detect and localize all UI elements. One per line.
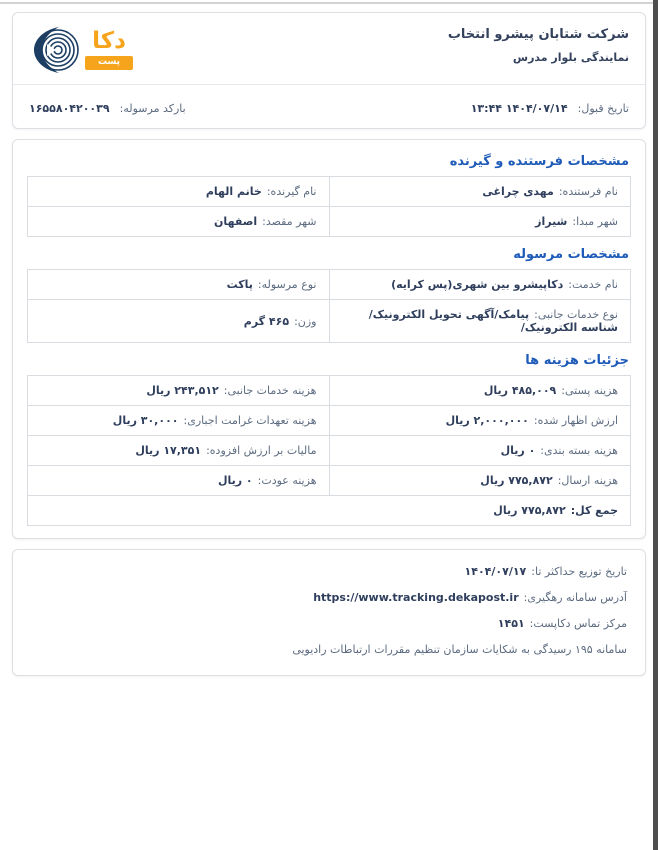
table-row <box>28 270 631 300</box>
company-branch: نمایندگی بلوار مدرس <box>512 51 629 64</box>
sender-receiver-table <box>27 176 631 237</box>
field-parcel-type <box>28 270 330 300</box>
field-value: ۱۴۰۴/۰۷/۱۷ <box>464 565 527 578</box>
footer-card <box>12 549 646 676</box>
field-value: ۲۴۳,۵۱۲ ریال <box>146 384 219 397</box>
field-value: ۰ ریال <box>217 474 253 487</box>
field-value: ۲,۰۰۰,۰۰۰ ریال <box>445 414 529 427</box>
field-label: نام فرستنده: <box>558 185 618 198</box>
field-label: هزینه خدمات جانبی: <box>223 384 317 397</box>
field-label: هزینه عودت: <box>257 474 317 487</box>
field-label: مالیات بر ارزش افزوده: <box>206 444 317 457</box>
parcel-barcode <box>29 97 186 116</box>
field-label: هزینه ارسال: <box>557 474 618 487</box>
field-label: تاریخ توزیع حداکثر تا: <box>531 565 627 578</box>
field-value: ۴۸۵,۰۰۹ ریال <box>483 384 557 397</box>
field-value: ۱۷,۳۵۱ ریال <box>135 444 202 457</box>
table-row <box>28 466 631 496</box>
field-label: هزینه پستی: <box>561 384 618 397</box>
header-card <box>12 12 646 129</box>
header-top-row <box>29 27 629 73</box>
field-label: آدرس سامانه رهگیری: <box>523 591 627 604</box>
tracking-site-address <box>31 591 627 604</box>
field-value: ۷۷۵,۸۷۲ ریال <box>493 504 566 517</box>
field-label: نوع مرسوله: <box>257 278 317 291</box>
tracking-url: https://www.tracking.dekapost.ir <box>313 591 519 604</box>
field-value: ۴۶۵ گرم <box>243 314 290 328</box>
parcel-table <box>27 269 631 343</box>
table-row <box>28 207 631 237</box>
field-label: هزینه تعهدات غرامت اجباری: <box>183 414 317 427</box>
field-postal-cost <box>329 376 631 406</box>
field-weight <box>28 300 330 343</box>
field-destination-city <box>28 207 330 237</box>
field-shipping-cost <box>329 466 631 496</box>
brand-subname: پست <box>85 56 133 70</box>
field-vat <box>28 436 330 466</box>
details-card <box>12 139 646 539</box>
field-mandatory-compensation <box>28 406 330 436</box>
field-label: شهر مقصد: <box>262 215 317 228</box>
table-row <box>28 300 631 343</box>
field-value: ۰ ریال <box>500 444 536 457</box>
section-title-costs: جزئیات هزینه ها <box>525 353 629 368</box>
parcel-barcode-value: ۱۶۵۵۸۰۴۲۰۰۳۹ <box>29 102 110 115</box>
field-label: شهر مبدا: <box>572 215 618 228</box>
accept-date-value: ۱۴۰۴/۰۷/۱۴ ۱۳:۴۴ <box>470 102 568 115</box>
dekapost-spiral-icon <box>33 27 79 73</box>
table-row <box>28 406 631 436</box>
table-row <box>28 436 631 466</box>
field-side-services-cost <box>28 376 330 406</box>
field-value: پاکت <box>226 278 253 291</box>
field-value: ۷۷۵,۸۷۲ ریال <box>480 474 553 487</box>
field-origin-city <box>329 207 631 237</box>
window-top-border <box>0 2 653 4</box>
field-label: هزینه بسته بندی: <box>540 444 618 457</box>
section-title-parcel: مشخصات مرسوله <box>513 247 629 262</box>
table-row <box>28 376 631 406</box>
field-value: خانم الهام <box>205 185 262 198</box>
window-right-edge <box>653 0 658 850</box>
brand-name: دکا <box>92 28 126 55</box>
field-label: وزن: <box>294 314 317 328</box>
field-label: ارزش اظهار شده: <box>533 414 618 427</box>
field-label: جمع کل: <box>570 504 618 517</box>
field-label: سامانه ۱۹۵ رسیدگی به شکایات سازمان تنظیم مقررات ارتباطات رادیویی <box>292 643 627 656</box>
company-name: شرکت شتابان پیشرو انتخاب <box>447 27 629 42</box>
table-row-total <box>28 496 631 526</box>
field-value: پیامک/آگهی تحویل الکترونیک/شناسه الکترونیک/ <box>368 308 618 334</box>
company-block <box>448 27 629 64</box>
field-sender-name <box>329 177 631 207</box>
field-value: شیراز <box>535 215 568 228</box>
field-grand-total <box>28 496 631 526</box>
header-meta-row <box>29 85 629 116</box>
accept-date-label: تاریخ قبول: <box>577 102 629 115</box>
field-label: مرکز تماس دکاپست: <box>529 617 627 630</box>
field-declared-value <box>329 406 631 436</box>
field-packaging-cost <box>329 436 631 466</box>
complaints-system-note <box>31 643 627 656</box>
logo-text <box>85 30 133 70</box>
receipt-page <box>0 6 653 686</box>
field-value: دکاپیشرو بین شهری(پس کرایه) <box>391 278 564 291</box>
field-side-services <box>329 300 631 343</box>
field-label: نوع خدمات جانبی: <box>534 308 618 321</box>
table-row <box>28 177 631 207</box>
dekapost-logo <box>33 27 133 73</box>
field-receiver-name <box>28 177 330 207</box>
field-value: ۱۴۵۱ <box>497 617 525 630</box>
field-label: نام گیرنده: <box>266 185 317 198</box>
field-return-cost <box>28 466 330 496</box>
max-delivery-date <box>31 565 627 578</box>
field-service-name <box>329 270 631 300</box>
parcel-barcode-label: بارکد مرسوله: <box>119 102 186 115</box>
field-value: اصفهان <box>214 215 258 228</box>
field-value: ۳۰,۰۰۰ ریال <box>112 414 179 427</box>
section-title-sender-receiver: مشخصات فرستنده و گیرنده <box>449 154 629 169</box>
field-value: مهدی چراغی <box>482 185 554 198</box>
call-center-number <box>31 617 627 630</box>
accept-date <box>471 97 629 116</box>
field-label: نام خدمت: <box>568 278 618 291</box>
costs-table <box>27 375 631 526</box>
